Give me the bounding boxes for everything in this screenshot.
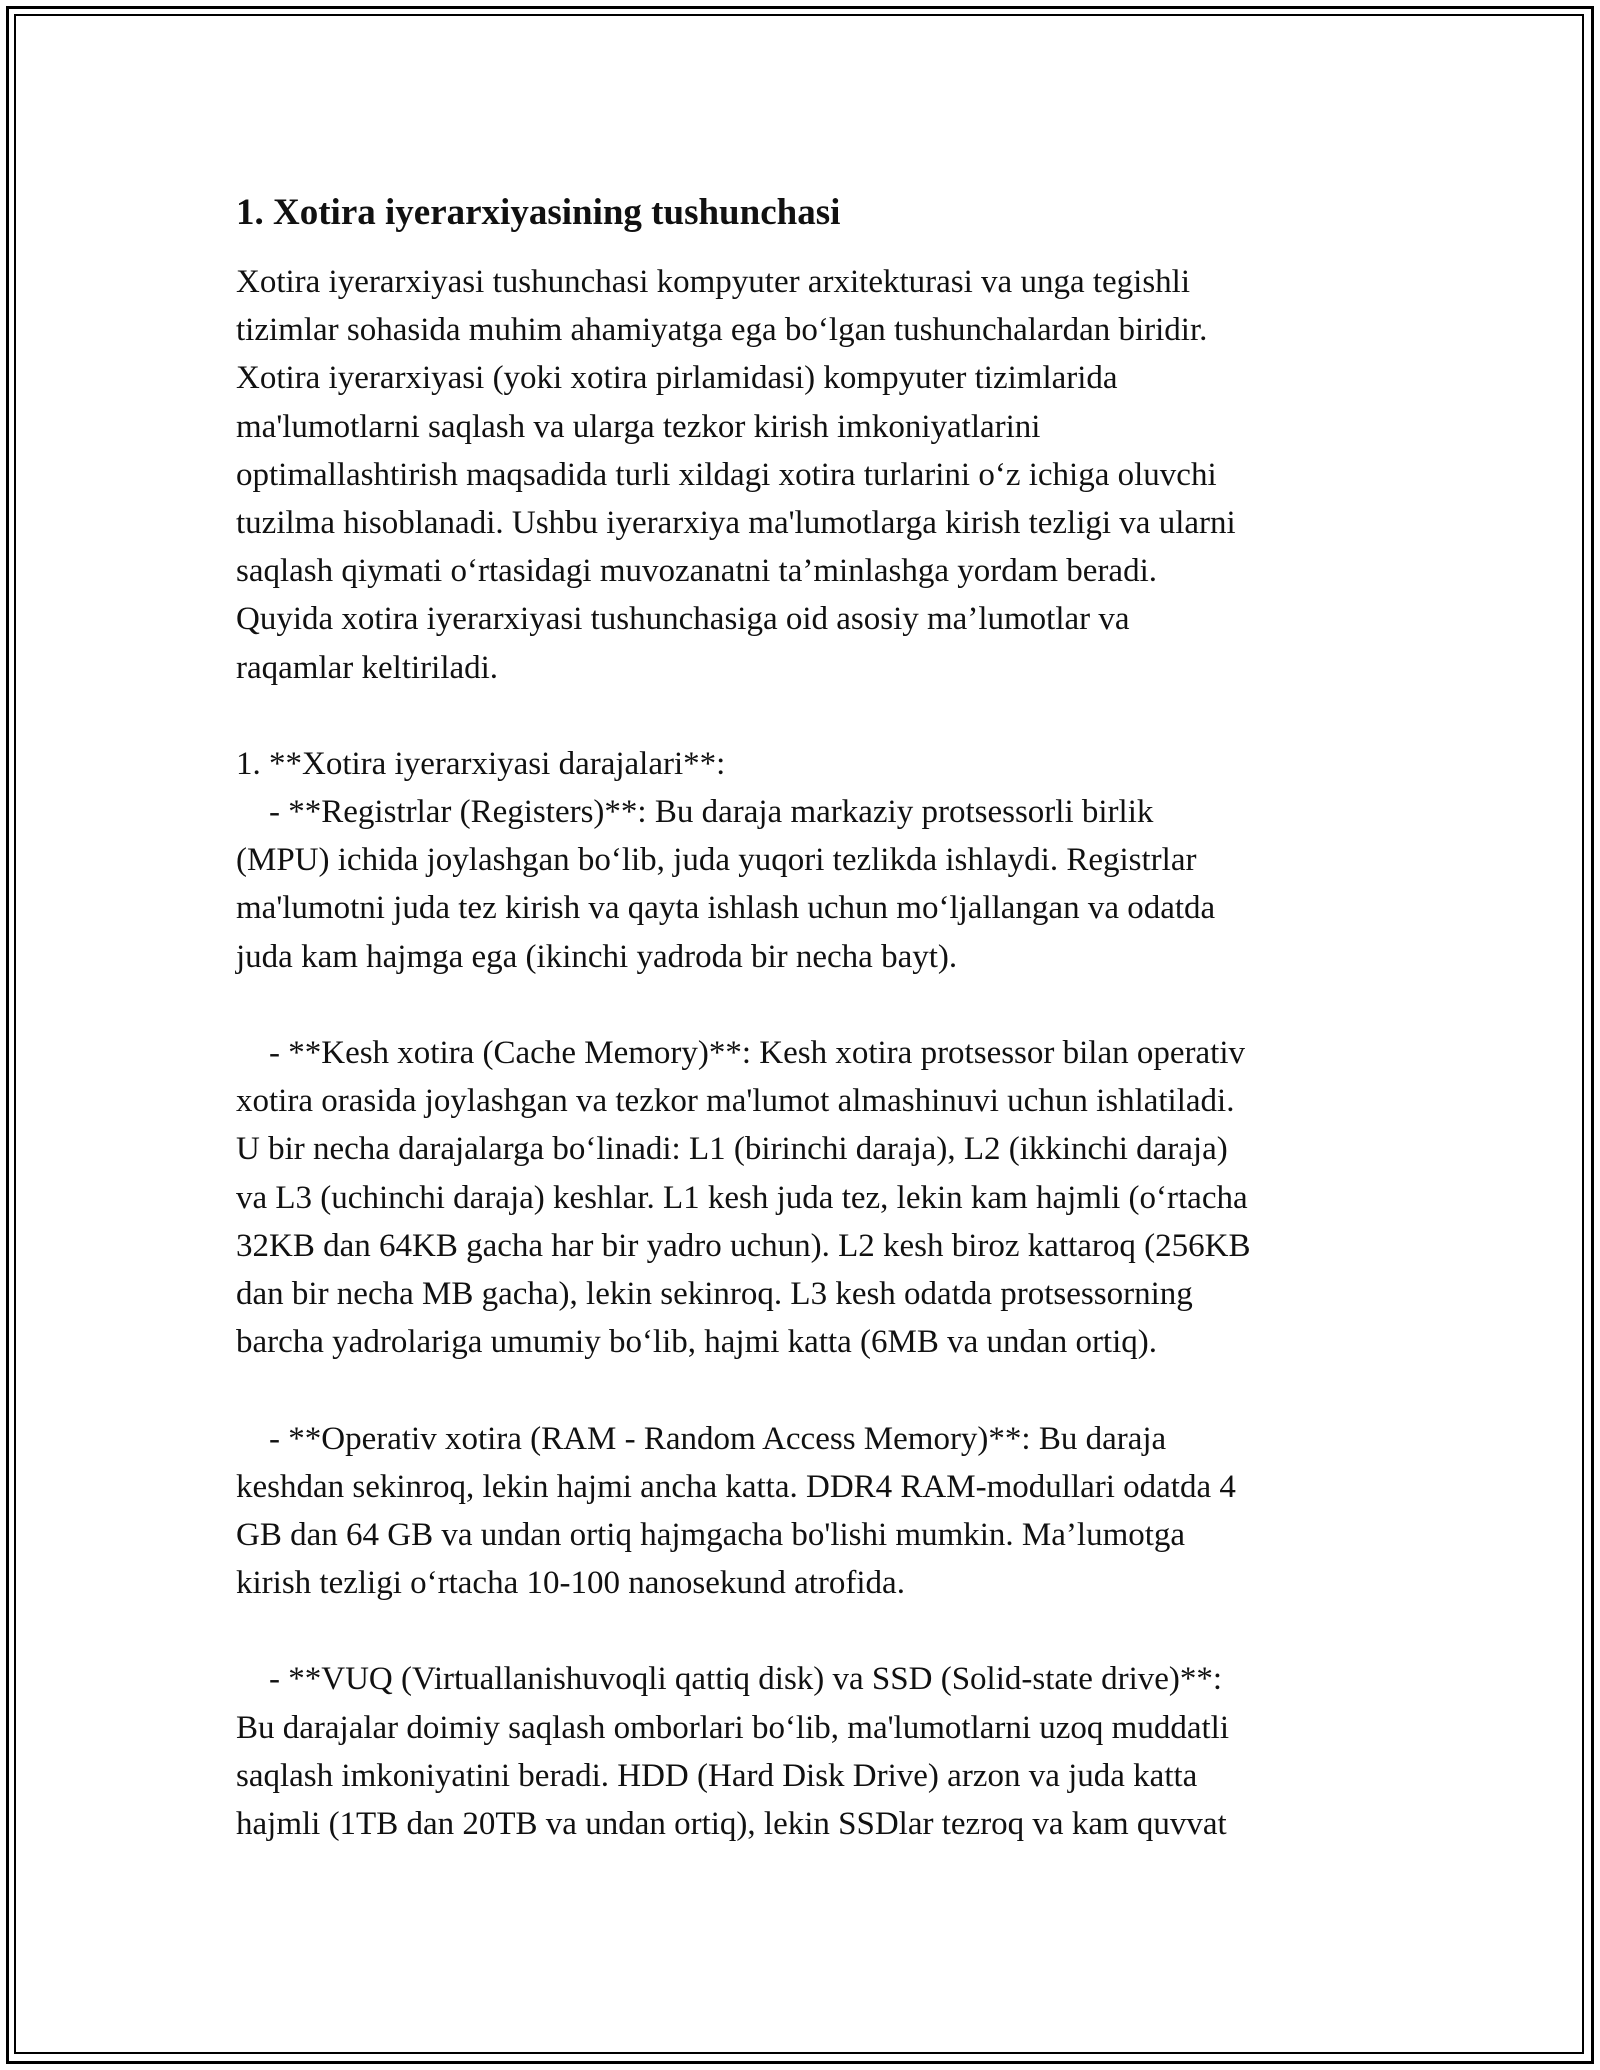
text-line: tuzilma hisoblanadi. Ushbu iyerarxiya ma'lumotlarga kirish tezligi va ularni — [236, 504, 1236, 541]
text-line: ma'lumotni juda tez kirish va qayta ishlash uchun mo‘ljallangan va odatda — [236, 890, 1216, 927]
text-line: juda kam hajmga ega (ikinchi yadroda bir necha bayt). — [236, 938, 958, 975]
text-line: 32KB dan 64KB gacha har bir yadro uchun). L2 kesh biroz kattaroq (256KB — [236, 1227, 1251, 1264]
cache-item — [236, 1029, 1376, 1366]
text-line: Bu darajalar doimiy saqlash omborlari bo‘lib, ma'lumotlarni uzoq muddatli — [236, 1709, 1229, 1746]
text-line: tizimlar sohasida muhim ahamiyatga ega bo‘lgan tushunchalardan biridir. — [236, 312, 1208, 349]
text-line: xotira orasida joylashgan va tezkor ma'lumot almashinuvi uchun ishlatiladi. — [236, 1083, 1235, 1120]
text-line: keshdan sekinroq, lekin hajmi ancha katta. DDR4 RAM-modullari odatda 4 — [236, 1468, 1236, 1505]
paragraph-gap — [236, 1366, 1376, 1414]
text-line: raqamlar keltiriladi. — [236, 649, 499, 686]
text-line: U bir necha darajalarga bo‘linadi: L1 (birinchi daraja), L2 (ikkinchi daraja) — [236, 1131, 1228, 1168]
text-line: - **VUQ (Virtuallanishuvoqli qattiq disk) va SSD (Solid-state drive)**: — [236, 1661, 1223, 1698]
text-line: - **Registrlar (Registers)**: Bu daraja markaziy protsessorli birlik — [236, 794, 1154, 831]
text-line: GB dan 64 GB va undan ortiq hajmgacha bo'lishi mumkin. Ma’lumotga — [236, 1516, 1186, 1553]
intro-paragraph — [236, 258, 1376, 692]
text-line: (MPU) ichida joylashgan bo‘lib, juda yuqori tezlikda ishlaydi. Registrlar — [236, 842, 1197, 879]
document-body — [236, 188, 1376, 1848]
text-line: - **Kesh xotira (Cache Memory)**: Kesh xotira protsessor bilan operativ — [236, 1035, 1245, 1071]
text-line: - **Operativ xotira (RAM - Random Access Memory)**: Bu daraja — [236, 1420, 1167, 1457]
text-line: ma'lumotlarni saqlash va ularga tezkor kirish imkoniyatlarini — [236, 408, 1041, 445]
paragraph-gap — [236, 981, 1376, 1029]
text-line: saqlash qiymati o‘rtasidagi muvozanatni ta’minlashga yordam beradi. — [236, 553, 1157, 590]
storage-item — [236, 1655, 1376, 1848]
text-line: va L3 (uchinchi daraja) keshlar. L1 kesh juda tez, lekin kam hajmli (o‘rtacha — [236, 1179, 1248, 1216]
paragraph-gap — [236, 1607, 1376, 1655]
paragraph-gap — [236, 692, 1376, 740]
text-line: kirish tezligi o‘rtacha 10-100 nanosekund atrofida. — [236, 1565, 905, 1602]
text-line: Xotira iyerarxiyasi (yoki xotira pirlamidasi) kompyuter tizimlarida — [236, 360, 1118, 397]
text-line: saqlash imkoniyatini beradi. HDD (Hard Disk Drive) arzon va juda katta — [236, 1757, 1198, 1794]
ram-item — [236, 1415, 1376, 1608]
text-line: hajmli (1TB dan 20TB va undan ortiq), lekin SSDlar tezroq va kam quvvat — [236, 1806, 1227, 1842]
text-line: optimallashtirish maqsadida turli xildagi xotira turlarini o‘z ichiga oluvchi — [236, 456, 1217, 493]
text-line: Quyida xotira iyerarxiyasi tushunchasiga oid asosiy ma’lumotlar va — [236, 601, 1130, 638]
text-line: Xotira iyerarxiyasi tushunchasi kompyuter arxitekturasi va unga tegishli — [236, 264, 1191, 300]
text-line: barcha yadrolariga umumiy bo‘lib, hajmi katta (6MB va undan ortiq). — [236, 1324, 1158, 1361]
section-heading: 1. Xotira iyerarxiyasining tushunchasi — [236, 192, 841, 233]
registers-item — [236, 788, 1376, 981]
list-title: 1. **Xotira iyerarxiyasi darajalari**: — [236, 745, 726, 782]
text-line: dan bir necha MB gacha), lekin sekinroq. L3 kesh odatda protsessorning — [236, 1275, 1193, 1312]
